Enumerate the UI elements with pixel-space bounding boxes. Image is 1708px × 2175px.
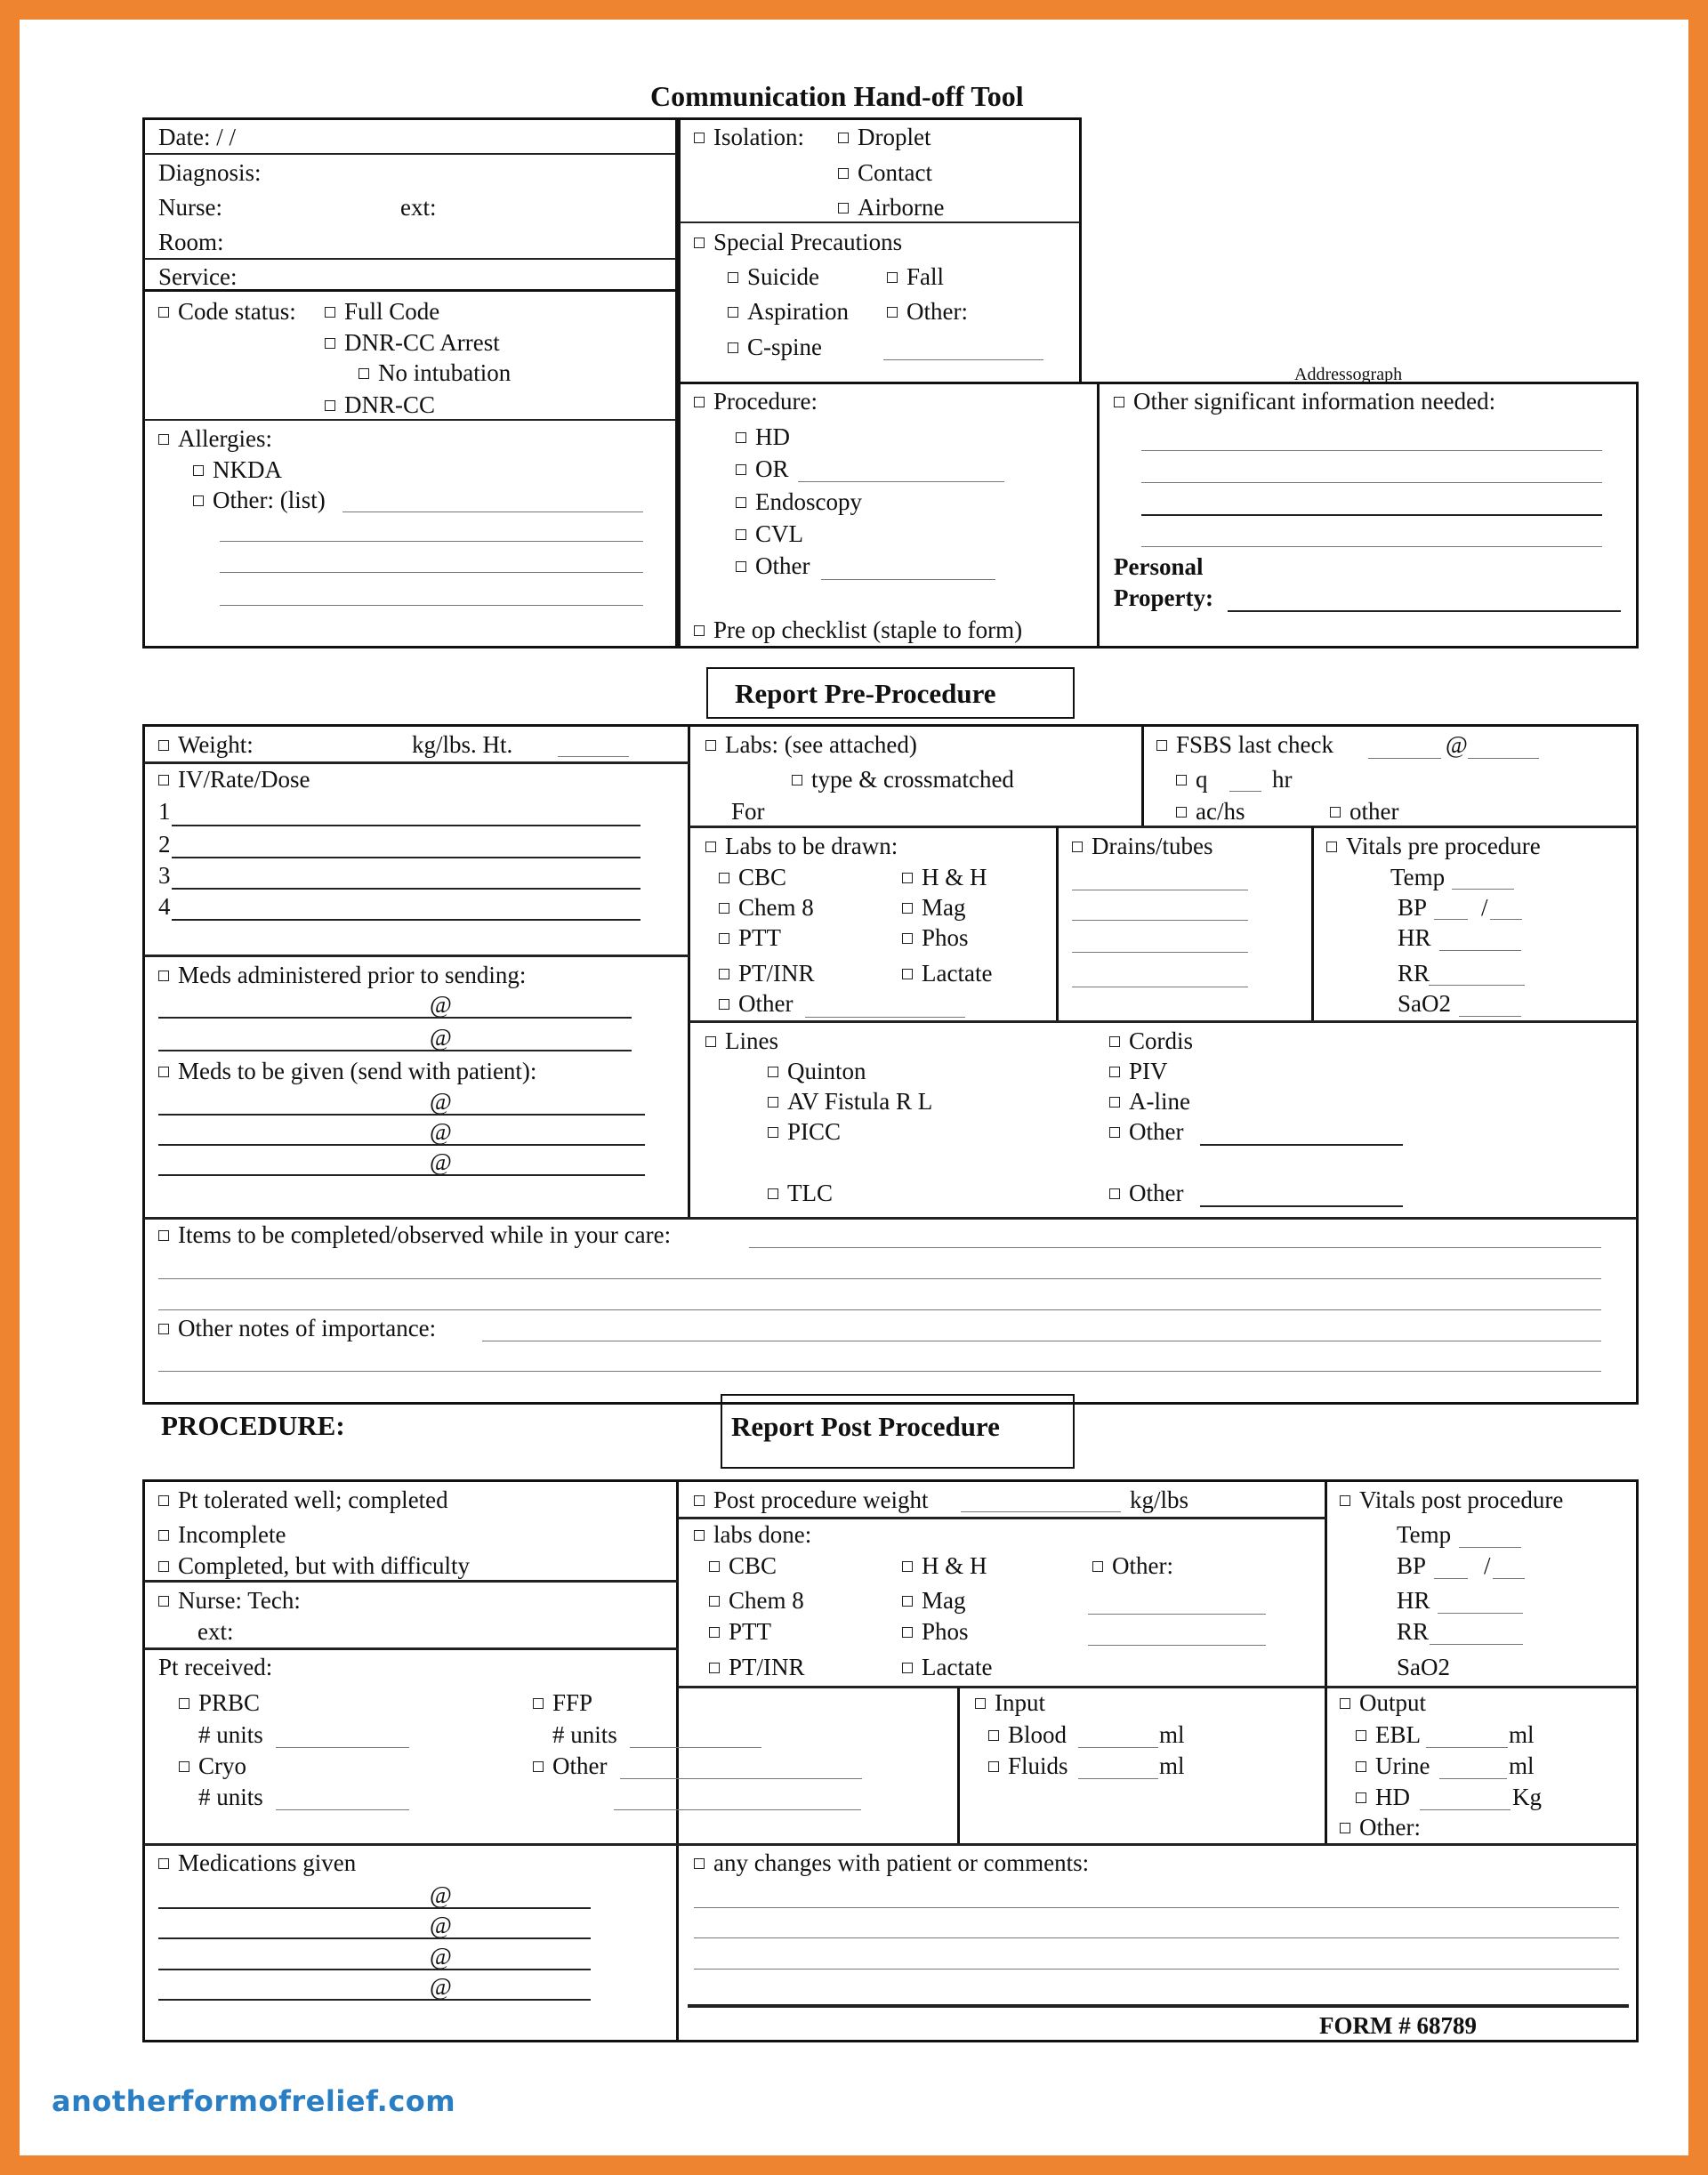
checkbox-icon[interactable] [1340,1823,1350,1833]
checkbox-icon[interactable] [792,775,802,785]
at-sign: @ [430,1148,452,1175]
ffp-option[interactable]: FFP [533,1688,592,1717]
checkbox-icon[interactable] [705,1036,716,1047]
prbc-units-field[interactable]: # units [198,1721,263,1748]
checkbox-icon[interactable] [694,397,705,407]
vital-sao2[interactable]: SaO2 [1398,990,1451,1017]
blood-input-field[interactable]: Blood [988,1720,1067,1749]
items-observed-label[interactable]: Items to be completed/observed while in your care: [158,1220,671,1249]
fsbs-other-option[interactable]: other [1330,797,1398,826]
labs-attached-option[interactable]: Labs: (see attached) [705,730,917,759]
cryo-option[interactable]: Cryo [179,1752,246,1780]
at-sign: @ [430,1088,452,1115]
checkbox-icon[interactable] [736,561,746,572]
droplet-option[interactable]: Droplet [838,123,931,151]
post-bp-slash: / [1484,1552,1491,1579]
checkbox-icon[interactable] [1072,842,1083,852]
urine-output-field[interactable]: Urine [1356,1752,1430,1780]
post-lab-option[interactable]: PT/INR [709,1653,805,1681]
checkbox-icon[interactable] [705,740,716,751]
post-lab-option[interactable]: Phos [902,1617,969,1646]
vitals-pre-label[interactable]: Vitals pre procedure [1326,832,1541,860]
line-option[interactable]: Cordis [1109,1027,1193,1055]
dnr-cc-option[interactable]: DNR-CC [325,391,435,419]
ffp-units-field[interactable]: # units [552,1721,617,1748]
post-lab-option[interactable]: CBC [709,1551,777,1580]
checkbox-icon[interactable] [158,1230,169,1241]
meds-to-be-given-label[interactable]: Meds to be given (send with patient): [158,1057,536,1085]
kg-ht-field[interactable]: kg/lbs. Ht. [412,731,513,758]
post-ext-field[interactable]: ext: [197,1618,234,1645]
output-unit: Kg [1512,1784,1542,1810]
vital-rr[interactable]: RR [1398,960,1430,987]
checkbox-icon[interactable] [158,1495,169,1506]
nkda-option[interactable]: NKDA [193,455,282,484]
allergies-label[interactable]: Allergies: [158,424,272,453]
checkbox-icon[interactable] [158,1858,169,1869]
checkbox-icon[interactable] [887,272,898,283]
checkbox-icon[interactable] [158,1324,169,1334]
ml-unit: ml [1159,1721,1185,1748]
checkbox-icon[interactable] [838,168,849,179]
checkbox-icon[interactable] [1330,807,1341,818]
at-sign: @ [430,1118,452,1145]
line-option[interactable]: Other [1109,1117,1183,1146]
endoscopy-option[interactable]: Endoscopy [736,487,862,516]
checkbox-icon[interactable] [719,999,729,1010]
vital-bp[interactable]: BP [1398,894,1428,921]
fall-option[interactable]: Fall [887,262,944,291]
checkbox-icon[interactable] [768,1097,778,1108]
checkbox-icon[interactable] [533,1761,544,1772]
checkbox-icon[interactable] [902,1663,913,1673]
iv-line-number: 2 [158,831,171,858]
at-sign: @ [430,1943,452,1970]
checkbox-icon[interactable] [193,495,204,506]
post-lab-option[interactable]: PTT [709,1617,771,1646]
procedure-label[interactable]: Procedure: [694,387,818,415]
at-sign: @ [430,1912,452,1938]
ml-unit: ml [1159,1752,1185,1779]
addressograph-label: Addressograph [1294,365,1403,384]
checkbox-icon[interactable] [158,971,169,981]
checkbox-icon[interactable] [1176,775,1187,785]
pt-received-label: Pt received: [158,1654,273,1680]
checkbox-icon[interactable] [902,1596,913,1607]
blood-other-option[interactable]: Other [533,1752,607,1780]
form-title: Communication Hand-off Tool [650,80,1024,112]
checkbox-icon[interactable] [1356,1761,1366,1772]
type-crossmatched-option[interactable]: type & crossmatched [792,765,1014,793]
other-notes-label[interactable]: Other notes of importance: [158,1314,436,1342]
checkbox-icon[interactable] [1326,842,1337,852]
checkbox-icon[interactable] [975,1698,986,1709]
checkbox-icon[interactable] [768,1188,778,1199]
lab-option[interactable]: Lactate [902,959,992,987]
checkbox-icon[interactable] [1109,1127,1120,1138]
checkbox-icon[interactable] [902,933,913,944]
q-option[interactable]: q [1176,765,1208,793]
checkbox-icon[interactable] [709,1627,720,1638]
checkbox-icon[interactable] [179,1761,189,1772]
checkbox-icon[interactable] [1092,1561,1103,1572]
nurse-field[interactable]: Nurse: [158,194,222,221]
fsbs-at-label: @ [1446,731,1468,758]
pre-procedure-heading: Report Pre-Procedure [735,678,996,709]
procedure-other-option[interactable]: Other [736,552,810,580]
or-option[interactable]: OR [736,455,789,483]
precaution-other-option[interactable]: Other: [887,297,968,326]
checkbox-icon[interactable] [988,1761,999,1772]
at-sign: @ [430,1881,452,1908]
checkbox-icon[interactable] [1109,1188,1120,1199]
checkbox-icon[interactable] [902,903,913,914]
airborne-option[interactable]: Airborne [838,193,944,222]
checkbox-icon[interactable] [694,133,705,143]
checkbox-icon[interactable] [1156,740,1167,751]
site-watermark: anotherformofrelief.com [52,2084,456,2118]
code-status-label[interactable]: Code status: [158,297,296,326]
post-procedure-heading: Report Post Procedure [731,1411,1000,1442]
checkbox-icon[interactable] [1109,1067,1120,1077]
output-unit: ml [1509,1721,1535,1748]
line-option[interactable]: TLC [768,1179,833,1207]
dnr-cc-arrest-option[interactable]: DNR-CC Arrest [325,328,500,357]
medications-given-label[interactable]: Medications given [158,1849,356,1877]
post-weight-field[interactable]: Post procedure weight [694,1486,928,1514]
checkbox-icon[interactable] [902,969,913,979]
form-number: FORM # 68789 [1319,2012,1477,2039]
iv-line-number: 4 [158,893,171,920]
post-lab-option[interactable]: H & H [902,1551,987,1580]
checkbox-icon[interactable] [325,400,335,411]
checkbox-icon[interactable] [694,1495,705,1506]
post-lab-option[interactable]: Mag [902,1586,966,1615]
at-sign: @ [430,1973,452,2000]
date-field[interactable]: Date: / / [158,124,236,150]
hd-option[interactable]: HD [736,423,790,451]
hr-label: hr [1272,766,1293,793]
checkbox-icon[interactable] [694,238,705,248]
checkbox-icon[interactable] [838,203,849,213]
checkbox-icon[interactable] [736,464,746,475]
checkbox-icon[interactable] [325,307,335,318]
checkbox-icon[interactable] [694,1858,705,1869]
input-label[interactable]: Input [975,1688,1045,1717]
checkbox-icon[interactable] [705,842,716,852]
post-vital-temp[interactable]: Temp [1397,1521,1452,1548]
post-lab-other-option[interactable]: Other: [1092,1551,1173,1580]
service-field[interactable]: Service: [158,263,238,290]
allergy-other-option[interactable]: Other: (list) [193,486,326,514]
hd-output-field[interactable]: HD [1356,1783,1410,1811]
checkbox-icon[interactable] [158,1561,169,1572]
checkbox-icon[interactable] [768,1067,778,1077]
checkbox-icon[interactable] [988,1730,999,1741]
lab-option[interactable]: PT/INR [719,959,815,987]
special-precautions-label[interactable]: Special Precautions [694,228,902,256]
post-lab-option[interactable]: Lactate [902,1653,992,1681]
line-option[interactable]: A-line [1109,1087,1190,1116]
checkbox-icon[interactable] [736,497,746,508]
checkbox-icon[interactable] [709,1596,720,1607]
cryo-units-field[interactable]: # units [198,1784,263,1810]
checkbox-icon[interactable] [728,307,738,318]
checkbox-icon[interactable] [179,1698,189,1709]
checkbox-icon[interactable] [359,368,369,379]
procedure-heading: PROCEDURE: [161,1410,345,1441]
checkbox-icon[interactable] [728,342,738,353]
checkbox-icon[interactable] [1356,1730,1366,1741]
for-label: For [731,798,765,825]
contact-option[interactable]: Contact [838,158,932,187]
suicide-option[interactable]: Suicide [728,262,819,291]
room-field[interactable]: Room: [158,229,224,255]
lines-label[interactable]: Lines [705,1027,778,1055]
iv-rate-dose-label[interactable]: IV/Rate/Dose [158,765,310,793]
checkbox-icon[interactable] [694,625,705,636]
checkbox-icon[interactable] [158,434,169,445]
checkbox-icon[interactable] [158,1596,169,1607]
post-lab-option[interactable]: Chem 8 [709,1586,804,1615]
isolation-label[interactable]: Isolation: [694,123,804,151]
c-spine-option[interactable]: C-spine [728,333,822,361]
checkbox-icon[interactable] [158,775,169,785]
checkbox-icon[interactable] [1340,1698,1350,1709]
personal-label: Personal [1114,553,1204,580]
output-unit: ml [1509,1752,1535,1779]
checkbox-icon[interactable] [158,307,169,318]
lab-option[interactable]: H & H [902,863,987,891]
iv-line-number: 3 [158,862,171,889]
output-other-field[interactable]: Other: [1340,1813,1421,1841]
full-code-option[interactable]: Full Code [325,297,439,326]
iv-line-number: 1 [158,798,171,825]
checkbox-icon[interactable] [158,1530,169,1541]
weight-field[interactable]: Weight: [158,730,254,759]
checkbox-icon[interactable] [1356,1792,1366,1803]
checkbox-icon[interactable] [158,740,169,751]
checkbox-icon[interactable] [1176,807,1187,818]
checkbox-icon[interactable] [193,465,204,476]
checkbox-icon[interactable] [902,1561,913,1572]
no-intubation-option[interactable]: No intubation [359,358,511,387]
fsbs-option[interactable]: FSBS last check [1156,730,1333,759]
checkbox-icon[interactable] [728,272,738,283]
drains-tubes-label[interactable]: Drains/tubes [1072,832,1213,860]
checkbox-icon[interactable] [533,1698,544,1709]
checkbox-icon[interactable] [1340,1495,1350,1506]
checkbox-icon[interactable] [1109,1097,1120,1108]
lab-option[interactable]: Other [719,989,793,1018]
checkbox-icon[interactable] [838,133,849,143]
post-kglbs-label: kg/lbs [1130,1486,1189,1513]
at-sign: @ [430,1024,452,1051]
aspiration-option[interactable]: Aspiration [728,297,849,326]
achs-option[interactable]: ac/hs [1176,797,1245,826]
checkbox-icon[interactable] [768,1127,778,1138]
cvl-option[interactable]: CVL [736,520,803,548]
prbc-option[interactable]: PRBC [179,1688,260,1717]
vitals-post-label[interactable]: Vitals post procedure [1340,1486,1563,1514]
diagnosis-field[interactable]: Diagnosis: [158,159,262,186]
other-info-label[interactable]: Other significant information needed: [1114,387,1495,415]
labs-to-be-drawn-label[interactable]: Labs to be drawn: [705,832,898,860]
at-sign: @ [430,991,452,1018]
checkbox-icon[interactable] [736,529,746,540]
ebl-output-field[interactable]: EBL [1356,1720,1421,1749]
bp-slash: / [1481,894,1488,921]
vital-temp[interactable]: Temp [1390,864,1446,890]
checkbox-icon[interactable] [158,1067,169,1077]
fluids-input-field[interactable]: Fluids [988,1752,1068,1780]
changes-comments-label[interactable]: any changes with patient or comments: [694,1849,1089,1877]
vital-hr[interactable]: HR [1398,924,1431,951]
line-option[interactable]: AV Fistula R L [768,1087,932,1116]
lab-option[interactable]: CBC [719,863,786,891]
incomplete-option[interactable]: Incomplete [158,1520,286,1549]
line-option[interactable]: PIV [1109,1057,1168,1085]
difficulty-option[interactable]: Completed, but with difficulty [158,1551,470,1580]
checkbox-icon[interactable] [719,933,729,944]
lab-option[interactable]: Mag [902,893,966,922]
checkbox-icon[interactable] [325,338,335,349]
line-option[interactable]: Quinton [768,1057,866,1085]
post-vital-sao2[interactable]: SaO2 [1397,1654,1450,1680]
checkbox-icon[interactable] [1109,1036,1120,1047]
post-vital-rr[interactable]: RR [1397,1618,1430,1645]
checkbox-icon[interactable] [887,307,898,318]
lab-option[interactable]: Chem 8 [719,893,814,922]
checkbox-icon[interactable] [719,969,729,979]
checkbox-icon[interactable] [902,1627,913,1638]
checkbox-icon[interactable] [709,1561,720,1572]
line-option[interactable]: Other [1109,1179,1183,1207]
post-vital-hr[interactable]: HR [1397,1587,1430,1614]
checkbox-icon[interactable] [902,873,913,883]
checkbox-icon[interactable] [736,432,746,443]
checkbox-icon[interactable] [719,873,729,883]
lab-option[interactable]: Phos [902,923,969,952]
lab-option[interactable]: PTT [719,923,781,952]
checkbox-icon[interactable] [709,1663,720,1673]
checkbox-icon[interactable] [1114,397,1124,407]
output-label[interactable]: Output [1340,1688,1426,1717]
pre-op-checklist-option[interactable]: Pre op checklist (staple to form) [694,616,1022,644]
checkbox-icon[interactable] [694,1530,705,1541]
labs-done-label[interactable]: labs done: [694,1520,811,1549]
post-vital-bp[interactable]: BP [1397,1552,1427,1579]
nurse-tech-field[interactable]: Nurse: Tech: [158,1586,301,1615]
tolerated-option[interactable]: Pt tolerated well; completed [158,1486,448,1514]
checkbox-icon[interactable] [719,903,729,914]
meds-prior-label[interactable]: Meds administered prior to sending: [158,961,526,989]
ext-field[interactable]: ext: [400,194,437,221]
line-option[interactable]: PICC [768,1117,841,1146]
property-label[interactable]: Property: [1114,584,1213,611]
